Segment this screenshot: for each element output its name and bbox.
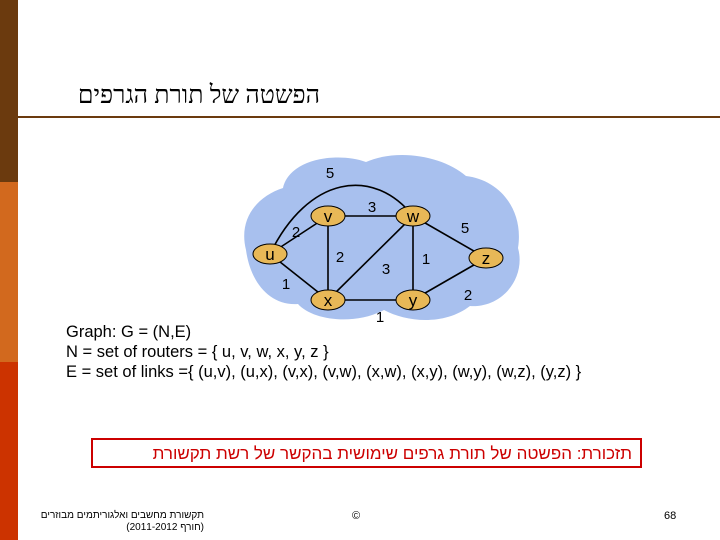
title-underline [18,116,720,118]
footer-course-name: תקשורת מחשבים ואלגוריתמים מבוזרים [40,510,204,521]
side-band-red [0,362,18,540]
network-cloud [244,155,519,320]
side-band-dark [0,0,18,182]
cost-w-y: 1 [421,251,431,268]
cost-u-v: 2 [291,224,301,241]
slide-title: הפשטה של תורת הגרפים [77,82,320,109]
network-graph [238,148,528,328]
footer-course [24,510,204,534]
definition-edges: E = set of links ={ (u,v), (u,x), (v,x), (v,w), (x,w), (x,y), (w,y), (w,z), (y,z) } [66,363,582,381]
cost-v-x: 2 [335,249,345,266]
definition-nodes: N = set of routers = { u, v, w, x, y, z } [66,343,329,361]
page-number: 68 [664,510,677,522]
side-band-orange [0,182,18,362]
definition-graph: Graph: G = (N,E) [66,323,192,341]
cost-u-x: 1 [281,276,291,293]
cost-u-w: 5 [325,165,335,182]
graph-definitions [66,322,581,382]
cost-x-w: 3 [381,261,391,278]
node-label-y: y [408,291,418,310]
reminder-box [91,438,642,468]
footer-course-term: (חורף 2011-2012) [126,522,204,533]
node-label-w: w [406,207,420,226]
node-label-x: x [323,291,333,310]
cost-v-w: 3 [367,199,377,216]
cost-x-y: 1 [375,309,385,326]
node-label-z: z [481,249,491,268]
cost-y-z: 2 [463,287,473,304]
reminder-text: תזכורת: הפשטה של תורת גרפים שימושית בהקשר של רשת תקשורת [152,444,632,463]
cost-w-z: 5 [460,220,470,237]
node-label-u: u [265,245,275,264]
node-label-v: v [323,207,333,226]
footer-copyright: © [352,510,361,522]
